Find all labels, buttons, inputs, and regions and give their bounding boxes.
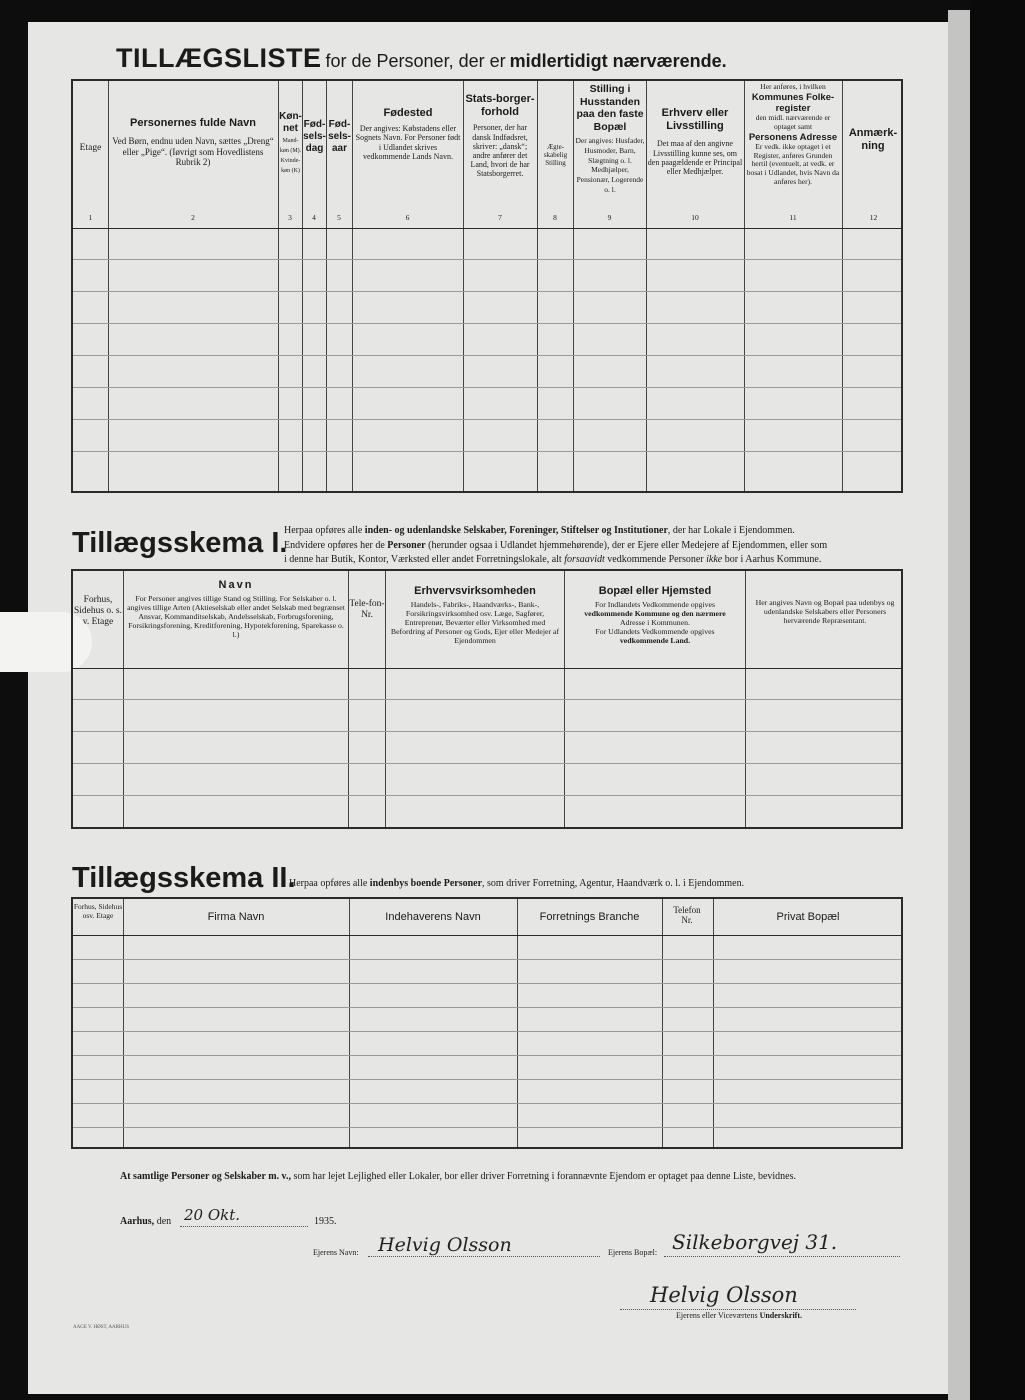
- col-navn-header: Personernes fulde Navn Ved Børn, endnu uden Navn, sættes „Dreng“ eller „Pige“. (Iøvrigt som Hovedlistens Rubrik 2): [112, 117, 274, 167]
- footer-statement: At samtlige Personer og Selskaber m. v., som har lejet Lejlighed eller Lokaler, bor eller driver Forretning i forannævnte Ejendom er optaget paa denne Liste, bevidnes.: [120, 1171, 796, 1182]
- owner-address-label: Ejerens Bopæl:: [608, 1248, 658, 1257]
- page-edge: [948, 10, 970, 1400]
- tillaegsliste-table: Etage Personernes fulde Navn Ved Børn, endnu uden Navn, sættes „Dreng“ eller „Pige“. (Iøvrigt som Hovedlistens Rubrik 2) Køn-net Mand-køn (M). Kvinde-køn (K) Fød-sels-dag Fød-sels-aar Fødested Der angives: Købstadens eller Sognets Navn. For Personer født i Udlandet skrives vedkommende Lands Navn. Stats-borger-forhold Personer, der har dansk Indfødsret, skriver: „dansk“; andre anfører det Land, hvori de har Statsborgerret. Ægte-skabelig Stilling Stilling i Husstanden paa den faste Bopæl Der angives: Husfader, Husmoder, Barn, Slægtning o. l. Medhjælper, Pensionær, Logerende o. l. Erhverv eller Livsstilling Det maa af den angivne Livsstilling kunne ses, om den paagældende er Principal eller Medhjælper. Her anføres, i hvilken Kommunes Folke-register den midl. nærværende er optaget samt Personens Adresse Er vedk. ikke optaget i et Register, anføres Grunden hertil (eventuelt, at vedk. er bosat i Udlandet, hvis Navn da anføres her). Anmærk-ning 1 2 3 4 5 6 7 8 9 10 11 12: [71, 79, 903, 493]
- s1-col-erhverv-header: Erhvervsvirksomheden Handels-, Fabriks-, Haandværks-, Bank-, Forsikringsvirksomhed osv. Læge, Sagfører, Entreprenør, Beværter eller Virksomhed med Befordring af Personer og Gods, Ejer eller Medejer af Ejendommen: [390, 585, 560, 645]
- col-stilling-header: Stilling i Husstanden paa den faste Bopæl Der angives: Husfader, Husmoder, Barn, Slægtning o. l. Medhjælper, Pensionær, Logerende o. l.: [575, 83, 645, 194]
- col-aegteskab-header: Ægte-skabelig Stilling: [543, 143, 568, 168]
- s2-col-etage-header: Forhus, Sidehus osv. Etage: [73, 903, 123, 920]
- s1-col-navn-header: Navn For Personer angives tillige Stand og Stilling. For Selskaber o. l. angives tillige Arten (Aktieselskab eller andet Selskab med begrænset Ansvar, Kommanditselskab, Andelsselskab, Forbrugsforening, Forsikringsforening, Kreditforening, Hypotekforening, Sparekasse o. l.): [127, 579, 345, 639]
- date-handwritten: 20 Okt.: [184, 1206, 241, 1224]
- col-koen-header: Køn-net Mand-køn (M). Kvinde-køn (K): [279, 111, 302, 174]
- owner-name-label: Ejerens Navn:: [313, 1248, 359, 1257]
- skema1-title: Tillægsskema I.: [72, 527, 288, 559]
- skema1-table: [71, 569, 903, 829]
- signature-label: Ejerens eller Viceværtens Underskrift.: [676, 1311, 803, 1320]
- s2-col-bopael-header: Privat Bopæl: [776, 911, 840, 923]
- s1-col-telefon-header: Tele-fon-Nr.: [349, 599, 385, 620]
- skema2-description: Herpaa opføres alle indenbys boende Personer, som driver Forretning, Agentur, Haandværk o. l. i Ejendommen.: [289, 878, 745, 889]
- year: 1935.: [314, 1216, 337, 1227]
- printer-mark: AAGE V. HØST, AARHUS: [73, 1325, 129, 1330]
- s1-col-etage-header: Forhus, Sidehus o. s. v. Etage: [73, 595, 123, 627]
- col-foedselsdag-header: Fød-sels-dag: [303, 119, 326, 154]
- s1-col-repraesentant-header: Her angives Navn og Bopæl paa udenbys og udenlandske Selskabers eller Personers herværende Repræsentant.: [755, 599, 895, 625]
- s1-col-bopael-header: Bopæl eller Hjemsted For Indlandets Vedkommende opgives vedkommende Kommune og den nærmere Adresse i Kommunen. For Udlandets Vedkommende opgives vedkommende Land.: [584, 585, 726, 645]
- s2-col-telefon-header: Telefon Nr.: [673, 905, 701, 926]
- col-erhverv-header: Erhverv eller Livsstilling Det maa af den angivne Livsstilling kunne ses, om den paagældende er Principal eller Medhjælper.: [647, 107, 743, 176]
- skema2-title: Tillægsskema II.: [72, 862, 296, 894]
- signature-handwritten: Helvig Olsson: [650, 1283, 798, 1307]
- col-foedested-header: Fødested Der angives: Købstadens eller Sognets Navn. For Personer født i Udlandet skrives vedkommende Lands Navn.: [355, 107, 461, 161]
- s2-col-firma-header: Firma Navn: [207, 911, 265, 923]
- owner-name-handwritten: Helvig Olsson: [378, 1234, 512, 1256]
- s2-col-branche-header: Forretnings Branche: [539, 911, 640, 923]
- skema2-table: [71, 897, 903, 1149]
- date-line: Aarhus, den: [120, 1216, 172, 1227]
- col-statsborger-header: Stats-borger-forhold Personer, der har dansk Indfødsret, skriver: „dansk“; andre anfører det Land, hvori de har Statsborgerret.: [465, 93, 535, 179]
- col-foedselsaar-header: Fød-sels-aar: [328, 119, 351, 154]
- scan-background: [970, 0, 1025, 1400]
- col-folkeregister-header: Her anføres, i hvilken Kommunes Folke-register den midl. nærværende er optaget samt Personens Adresse Er vedk. ikke optaget i et Register, anføres Grunden hertil (eventuelt, at vedk. er bosat i Udlandet, hvis Navn da anføres her).: [746, 83, 840, 186]
- skema1-description: Herpaa opføres alle inden- og udenlandske Selskaber, Foreninger, Stiftelser og Institutioner, der har Lokale i Ejendommen. Endvidere opføres her de Personer (herunder ogsaa i Udlandet hjemmehørende), der er Ejere eller Medejere af Ejendommen, eller som i denne har Butik, Kontor, Værksted eller andet Forretningslokale, alt forsaavidt vedkommende Personer ikke bor i Aarhus Kommune.: [284, 525, 828, 565]
- owner-address-handwritten: Silkeborgvej 31.: [672, 1230, 838, 1254]
- main-title: TILLÆGSLISTE for de Personer, der er midlertidigt nærværende.: [116, 43, 727, 73]
- col-etage-header: Etage: [79, 143, 102, 153]
- s2-col-indehaver-header: Indehaverens Navn: [385, 911, 481, 923]
- col-anmaerkning-header: Anmærk-ning: [848, 127, 898, 153]
